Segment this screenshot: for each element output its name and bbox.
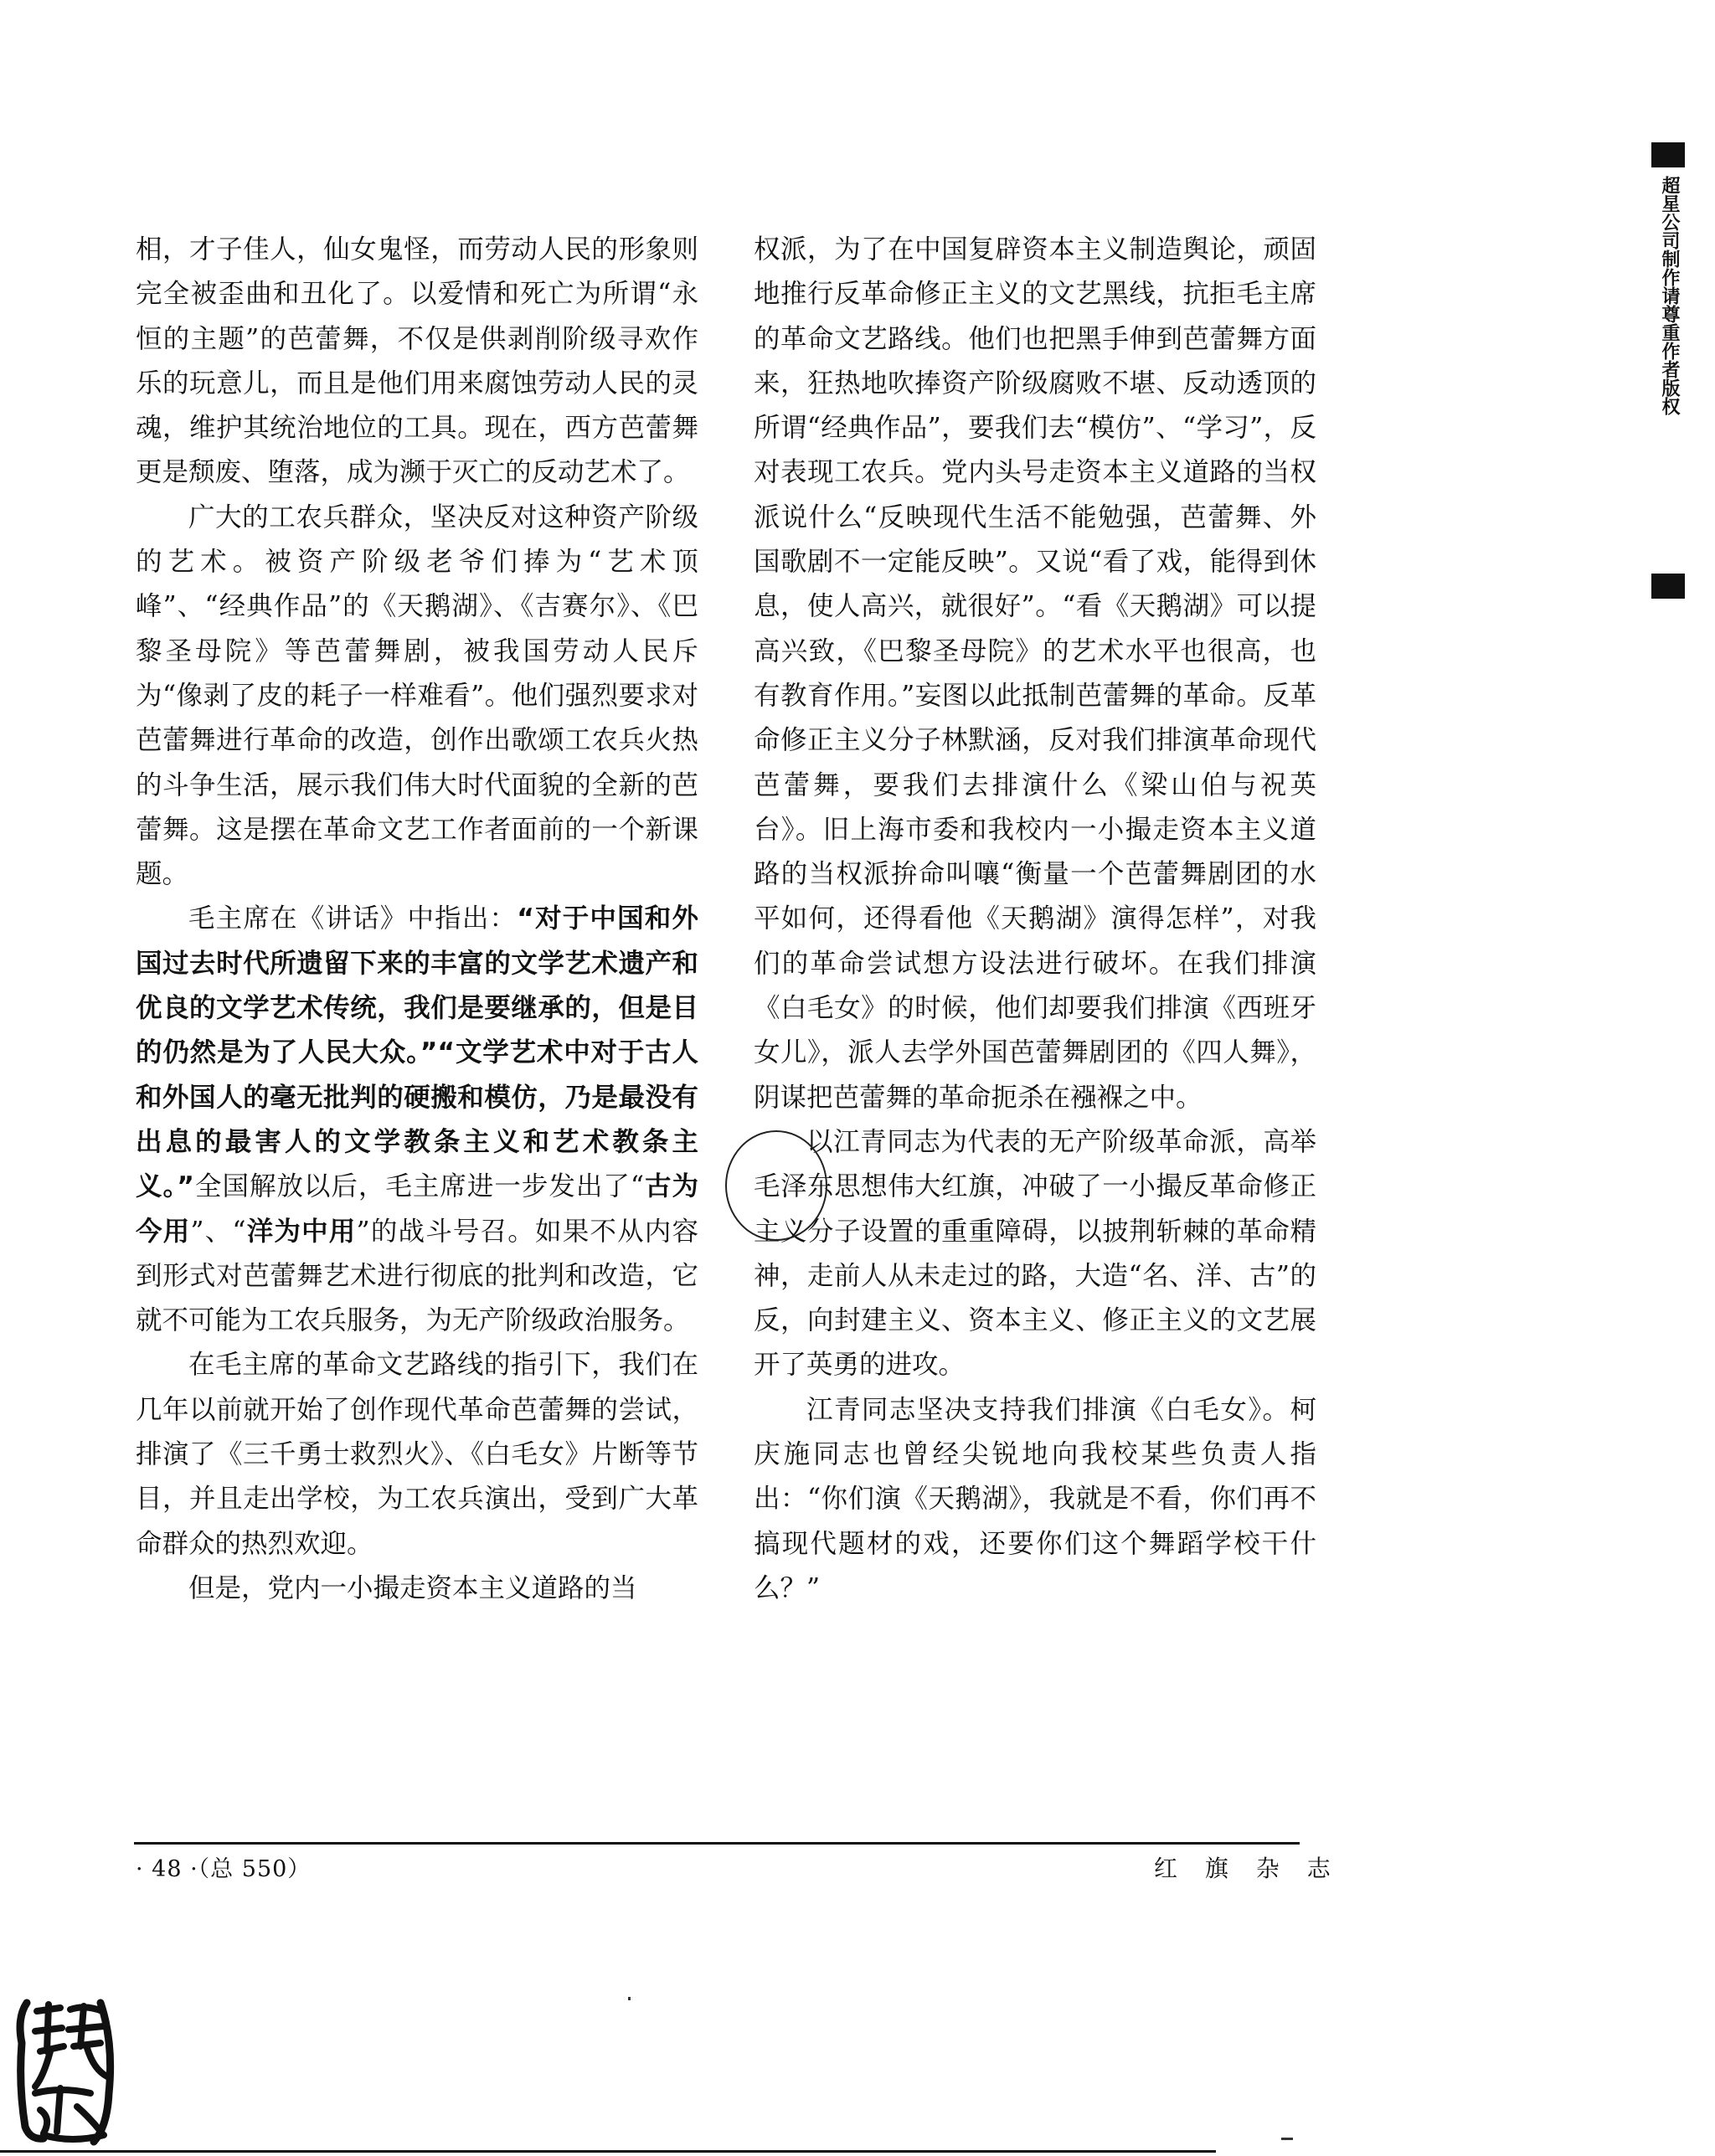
right-paragraph-3: 江青同志坚决支持我们排演《白毛女》。柯庆施同志也曾经尖锐地向我校某些负责人指出：“你们演《天鹅湖》，我就是不看，你们再不搞现代题材的戏，还要你们这个舞蹈学校干什么？” [754, 1394, 1316, 1603]
right-paragraph-2: 以江青同志为代表的无产阶级革命派，高举毛泽东思想伟大红旗，冲破了一小撮反革命修正主义分子设置的重重障碍，以披荆斩棘的革命精神，走前人从未走过的路，大造“名、洋、古”的反，向封建主义、资本主义、修正主义的文艺展开了英勇的进攻。 [754, 1126, 1316, 1381]
library-seal-stamp [10, 1993, 119, 2148]
side-bar-bottom [1651, 574, 1685, 599]
circle-annotation-mark [725, 1130, 827, 1241]
side-bar-top [1651, 142, 1685, 167]
side-notice-text: 超星公司制作请尊重作者版权 [1659, 176, 1680, 415]
publication-name: 红 旗 杂 志 [1154, 1855, 1341, 1882]
page-bottom-rule [0, 2150, 1216, 2153]
left-paragraph-1: 相，才子佳人，仙女鬼怪，而劳动人民的形象则完全被歪曲和丑化了。以爱情和死亡为所谓“永恒的主题”的芭蕾舞，不仅是供剥削阶级寻欢作乐的玩意儿，而且是他们用来腐蚀劳动人民的灵魂，维护其统治地位的工具。现在，西方芭蕾舞更是颓废、堕落，成为濒于灭亡的反动艺术了。 [136, 234, 698, 488]
quote-continuation: 全国解放以后，毛主席进一步发出了“ [193, 1171, 644, 1202]
paragraph-end: ”的战斗号召。如果不从内容到形式对芭蕾舞艺术进行彻底的批判和改造，它就不可能为工农兵服务，为无产阶级政治服务。 [136, 1216, 698, 1336]
left-paragraph-3 [136, 897, 698, 1343]
slogan-1: 古为今用 [136, 1171, 698, 1247]
scan-speck [628, 1997, 631, 2000]
right-column [754, 228, 1316, 1611]
left-paragraph-2: 广大的工农兵群众，坚决反对这种资产阶级的艺术。被资产阶级老爷们捧为“艺术顶峰”、“经典作品”的《天鹅湖》、《吉赛尔》、《巴黎圣母院》等芭蕾舞剧，被我国劳动人民斥为“像剥了皮的耗子一样难看”。他们强烈要求对芭蕾舞进行革命的改造，创作出歌颂工农兵火热的斗争生活，展示我们伟大时代面貌的全新的芭蕾舞。这是摆在革命文艺工作者面前的一个新课题。 [136, 502, 698, 890]
left-column [136, 228, 698, 1611]
scan-speck [1281, 2138, 1293, 2140]
copyright-side-notice [1651, 142, 1685, 599]
page-number: · 48 ·（总 550） [136, 1856, 312, 1882]
slogan-2: 洋为中用 [245, 1216, 357, 1247]
left-paragraph-4: 在毛主席的革命文艺路线的指引下，我们在几年以前就开始了创作现代革命芭蕾舞的尝试，排演了《三千勇士救烈火》、《白毛女》片断等节目，并且走出学校，为工农兵演出，受到广大革命群众的热烈欢迎。 [136, 1350, 698, 1559]
mao-quote: “对于中国和外国过去时代所遗留下来的丰富的文学艺术遗产和优良的文学艺术传统，我们是要继承的，但是目的仍然是为了人民大众。”“文学艺术中对于古人和外国人的毫无批判的硬搬和模仿，乃是最没有出息的最害人的文学教条主义和艺术教条主义。” [136, 903, 698, 1202]
footer-rule [134, 1842, 1300, 1845]
slogan-separator: ”、“ [190, 1216, 246, 1247]
left-paragraph-5: 但是，党内一小撮走资本主义道路的当 [188, 1572, 637, 1603]
quote-intro: 毛主席在《讲话》中指出： [188, 903, 518, 934]
right-paragraph-1: 权派，为了在中国复辟资本主义制造舆论，顽固地推行反革命修正主义的文艺黑线，抗拒毛主席的革命文艺路线。他们也把黑手伸到芭蕾舞方面来，狂热地吹捧资产阶级腐败不堪、反动透顶的所谓“经典作品”，要我们去“模仿”、“学习”，反对表现工农兵。党内头号走资本主义道路的当权派说什么“反映现代生活不能勉强，芭蕾舞、外国歌剧不一定能反映”。又说“看了戏，能得到休息，使人高兴，就很好”。“看《天鹅湖》可以提高兴致，《巴黎圣母院》的艺术水平也很高，也有教育作用。”妄图以此抵制芭蕾舞的革命。反革命修正主义分子林默涵，反对我们排演革命现代芭蕾舞，要我们去排演什么《梁山伯与祝英台》。旧上海市委和我校内一小撮走资本主义道路的当权派拚命叫嚷“衡量一个芭蕾舞剧团的水平如何，还得看他《天鹅湖》演得怎样”，对我们的革命尝试想方设法进行破坏。在我们排演《白毛女》的时候，他们却要我们排演《西班牙女儿》，派人去学外国芭蕾舞剧团的《四人舞》，阴谋把芭蕾舞的革命扼杀在襁褓之中。 [754, 234, 1316, 1113]
